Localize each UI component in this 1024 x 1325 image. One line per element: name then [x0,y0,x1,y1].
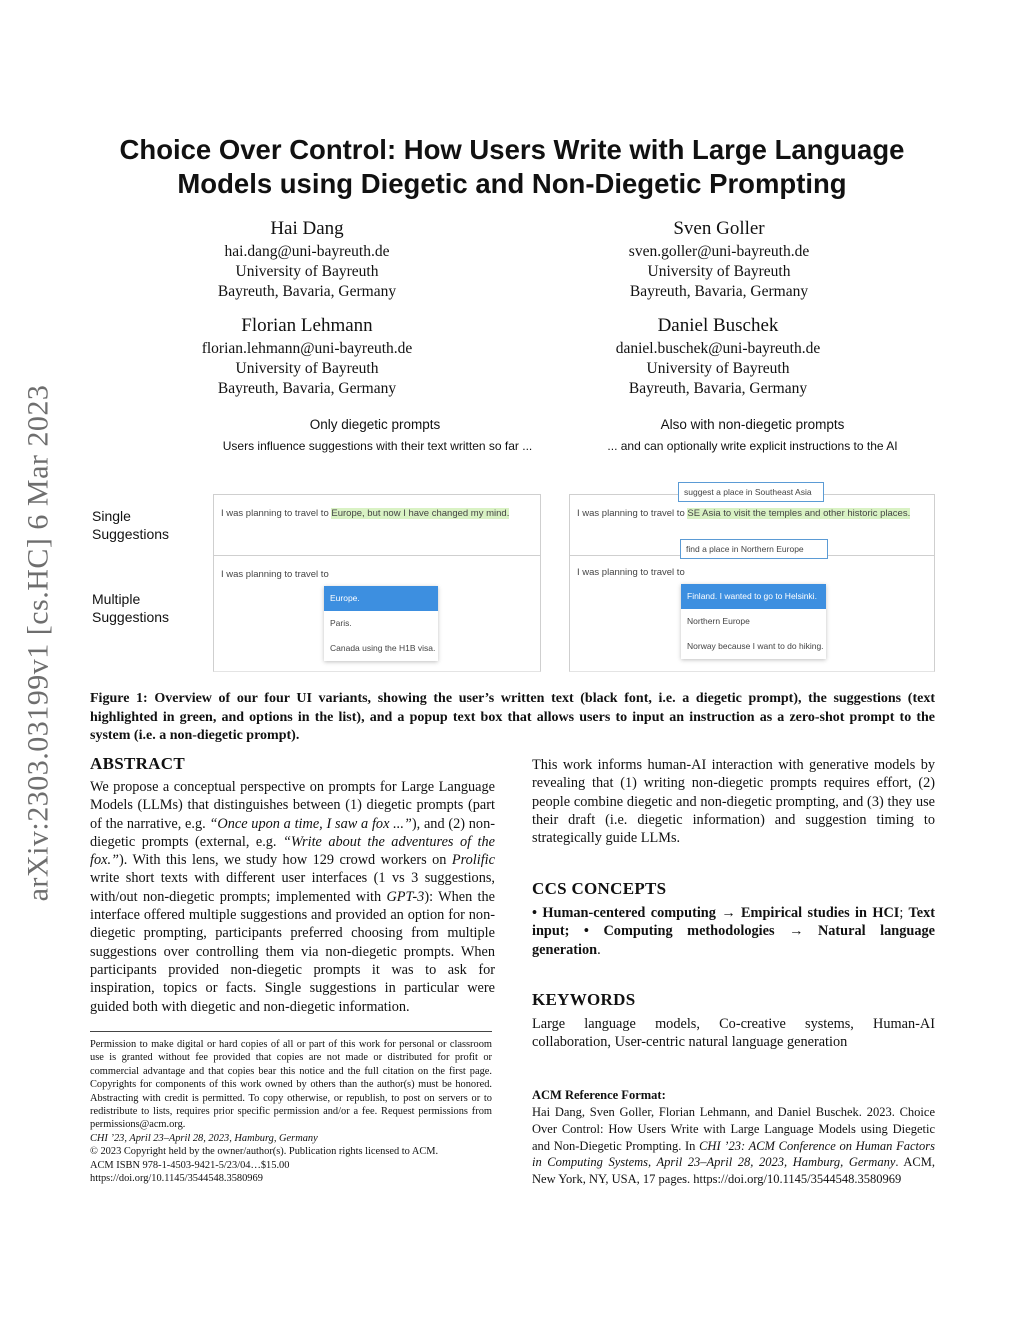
author-location: Bayreuth, Bavaria, Germany [628,380,808,397]
figure-column-subtitle: Users influence suggestions with their text written so far ... [222,439,533,453]
ccs-separator: ; [899,905,904,921]
suggestion-option[interactable]: Northern Europe [687,616,750,626]
suggestion-highlight[interactable]: Europe, but now I have changed my mind. [331,508,510,519]
suggestion-option[interactable]: Norway because I want to do hiking. [687,641,824,651]
ccs-bullet: • [532,905,538,921]
arxiv-id-text: arXiv:2303.03199v1 [cs.HC] 6 Mar 2023 [21,384,54,901]
row-label-line: Multiple [92,591,141,607]
ccs-heading: CCS CONCEPTS [532,879,667,898]
figure-caption: Figure 1: Overview of our four UI variants, showing the user’s written text (black font, i.e. a diegetic prompt), the suggestions (text highlighted in green, and options in the list), and a popup text box that allows users to input an instruction as a zero-shot prompt to the system (i.e. a non-diegetic prompt). [90,691,935,744]
row-label-multiple [92,590,169,626]
intro-paragraph: This work informs human-AI interaction with generative models by revealing that (1) writing non-diegetic prompts requires effort, (2) people combine diegetic and non-diegetic prompting, and (3) they use their draft (i.e. diegetic information) and suggestion timing to strategically guide LLMs. [532,757,935,847]
author-name: Daniel Buschek [657,315,779,336]
title-line-2: Models using Diegetic and Non-Diegetic Prompting [177,168,847,199]
acm-reference-text [532,1104,935,1188]
written-text: I was planning to travel to [221,508,332,519]
author-email[interactable]: hai.dang@uni-bayreuth.de [224,243,390,260]
author-block [568,313,868,399]
author-name: Hai Dang [270,218,344,239]
editor-text: I was planning to travel to [221,569,329,580]
ccs-separator: . [597,941,601,958]
abstract-text: We propose a conceptual perspective on prompts for Large Language Models (LLMs) that distinguishes between (1) diegetic prompts (part of the narrative, e.g. [90,779,495,832]
abstract-text: write short texts with different user interfaces (1 vs 3 suggestions, with/out non-diegetic prompts; implemented with [90,870,495,905]
suggestion-option[interactable]: Canada using the H1B visa. [330,643,436,653]
abstract-text: ): When the interface offered multiple suggestions and provided an option for non-diegetic prompting, participants preferred choosing from multiple suggestions over controlling them via non-diegetic prompts. When participants provided non-diegetic prompts it was to ask for inspiration, topics or facts. Single suggestions in particular were guided both with diegetic and non-diegetic information. [90,888,495,1015]
editor-text [577,508,910,519]
editor-text: I was planning to travel to [577,567,685,578]
permission-notice [90,1038,492,1185]
author-email[interactable]: daniel.buschek@uni-bayreuth.de [615,340,821,357]
author-email[interactable]: sven.goller@uni-bayreuth.de [628,243,810,260]
figure-column-title: Only diegetic prompts [309,417,441,432]
suggestion-option[interactable]: Europe. [324,586,438,611]
author-affiliation: University of Bayreuth [235,263,379,280]
instruction-popup-input[interactable]: suggest a place in Southeast Asia [678,482,824,502]
author-location: Bayreuth, Bavaria, Germany [217,283,397,300]
reference-text: . ACM, New York, NY, USA, 17 pages. https://doi.org/10.1145/3544548.3580969 [532,1155,935,1187]
reference-text: Hai Dang, Sven Goller, Florian Lehmann, and Daniel Buschek. 2023. Choice Over Control: How Users Write with Large Language Models using Diegetic and Non-Diegetic Prompting. In [532,1105,935,1153]
ccs-separator: ; • [564,923,589,940]
abstract-quote: “Write about the adventures of the fox.” [90,833,495,869]
ccs-arrow: → [721,905,736,921]
keywords-heading: KEYWORDS [532,990,636,1009]
abstract-text: ). With this lens, we study how 129 crowd workers on [119,852,452,869]
footnote-rule [90,1031,492,1032]
instruction-popup-input[interactable]: find a place in Northern Europe [680,539,828,559]
copyright-line: © 2023 Copyright held by the owner/author(s). Publication rights licensed to ACM. [90,1146,439,1158]
editor-text [221,508,509,519]
author-affiliation: University of Bayreuth [647,263,791,280]
arxiv-identifier [10,355,66,930]
row-label-line: Single [92,508,131,524]
ccs-term: Empirical studies in HCI [741,905,900,921]
title-line-1: Choice Over Control: How Users Write with Large Language [119,134,905,165]
suggestion-option[interactable]: Finland. I wanted to go to Helsinki. [681,584,826,609]
suggestion-option[interactable]: Paris. [330,618,352,628]
suggestion-list [681,584,826,659]
abstract-quote: “Once upon a time, I saw a fox ...” [209,815,412,832]
author-location: Bayreuth, Bavaria, Germany [629,283,809,300]
author-affiliation: University of Bayreuth [235,360,379,377]
suggestion-highlight[interactable]: SE Asia to visit the temples and other historic places. [687,508,911,519]
ui-panel-single-diegetic [213,494,541,556]
ccs-arrow: → [789,923,804,940]
ccs-term: Text input [532,905,935,940]
keywords-text: Large language models, Co-creative systems, Human-AI collaboration, User-centric natural language generation [532,1016,935,1051]
suggestion-list [324,586,438,661]
row-label-line: Suggestions [92,609,170,625]
written-text: I was planning to travel to [577,508,688,519]
author-block [157,216,457,302]
ccs-concepts [532,904,935,959]
figure-column-title: Also with non-diegetic prompts [660,417,845,432]
ccs-term: Computing methodologies [603,923,775,940]
doi-link[interactable]: https://doi.org/10.1145/3544548.3580969 [90,1173,263,1185]
abstract-model: GPT-3 [386,888,425,905]
isbn-line: ACM ISBN 978-1-4503-9421-5/23/04…$15.00 [90,1159,290,1171]
row-label-line: Suggestions [92,526,170,542]
author-name: Sven Goller [673,218,765,239]
ccs-term: Human-centered computing [542,905,716,921]
abstract-heading: ABSTRACT [90,754,185,773]
paper-title [100,133,924,201]
figure-column-subtitle: ... and can optionally write explicit instructions to the AI [607,439,898,453]
author-affiliation: University of Bayreuth [646,360,790,377]
conference-line: CHI ’23, April 23–April 28, 2023, Hamburg, Germany [90,1132,318,1144]
acm-reference-heading: ACM Reference Format: [532,1088,666,1102]
abstract-text: ), and (2) non-diegetic prompts (external, e.g. [90,815,495,850]
abstract-body [90,778,495,1016]
reference-venue: CHI ’23: ACM Conference on Human Factors in Computing Systems, April 23–April 28, 2023, Hamburg, Germany [532,1138,935,1170]
row-label-single [92,507,169,543]
permission-text: Permission to make digital or hard copies of all or part of this work for personal or classroom use is granted without fee provided that copies are not made or distributed for profit or commercial advantage and that copies bear this notice and the full citation on the first page. Copyrights for components of this work owned by others than the author(s) must be honored. Abstracting with credit is permitted. To copy otherwise, or republish, to post on servers or to redistribute to lists, requires prior specific permission and/or a fee. Request permissions from permissions@acm.org. [90,1039,492,1131]
abstract-platform: Prolific [451,852,495,869]
author-block [569,216,869,302]
author-location: Bayreuth, Bavaria, Germany [217,380,397,397]
author-email[interactable]: florian.lehmann@uni-bayreuth.de [201,340,413,357]
author-block [157,313,457,399]
ccs-term: Natural language generation [532,923,935,958]
author-name: Florian Lehmann [241,315,373,336]
